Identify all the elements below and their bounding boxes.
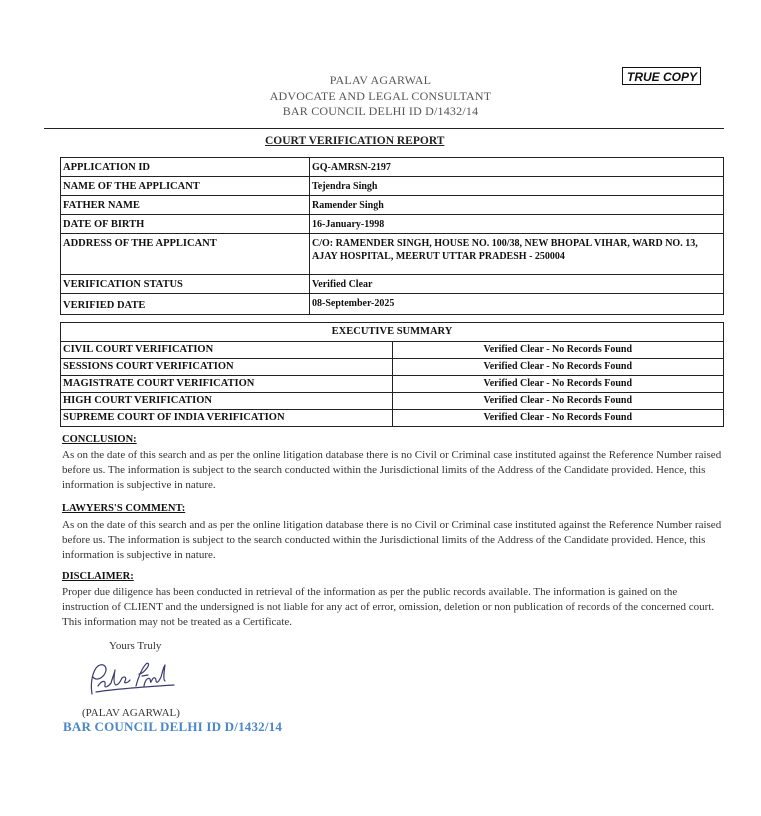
row-label: FATHER NAME xyxy=(61,196,310,215)
row-value: Verified Clear - No Records Found xyxy=(392,359,724,376)
table-row xyxy=(61,196,724,215)
lawyer-comment-text: As on the date of this search and as per the online litigation database there is no Civil or Criminal case instituted against the Reference Number raised before us. The information is subject to the search conducted within the Jurisdictional limits of the Address of the Candidate provided. Hence, this information is subjective in nature. xyxy=(62,519,722,561)
row-value: GQ-AMRSN-2197 xyxy=(310,158,724,177)
row-label: SUPREME COURT OF INDIA VERIFICATION xyxy=(61,410,393,427)
row-value: Verified Clear - No Records Found xyxy=(392,342,724,359)
conclusion-text: As on the date of this search and as per the online litigation database there is no Civil or Criminal case instituted against the Reference Number raised before us. The information is subject to the search conducted within the Jurisdictional limits of the Address of the Candidate provided. Hence, this information is subjective in nature. xyxy=(62,449,722,491)
row-value: Ramender Singh xyxy=(310,196,724,215)
table-row xyxy=(61,393,724,410)
table-row xyxy=(61,215,724,234)
report-title: COURT VERIFICATION REPORT xyxy=(265,135,445,147)
signature-image xyxy=(84,656,184,702)
row-value: Verified Clear xyxy=(310,275,724,294)
table-row xyxy=(61,275,724,294)
row-value: Verified Clear - No Records Found xyxy=(392,393,724,410)
true-copy-stamp: TRUE COPY xyxy=(622,67,701,85)
table-row xyxy=(61,234,724,275)
executive-summary-title: EXECUTIVE SUMMARY xyxy=(61,323,724,342)
row-value: Verified Clear - No Records Found xyxy=(392,376,724,393)
signer-bar-id: BAR COUNCIL DELHI ID D/1432/14 xyxy=(63,719,283,734)
lawyer-comment-heading: LAWYERS'S COMMENT: xyxy=(62,503,186,514)
row-value: Verified Clear - No Records Found xyxy=(392,410,724,427)
advocate-role: ADVOCATE AND LEGAL CONSULTANT xyxy=(269,89,492,103)
closing-text: Yours Truly xyxy=(109,640,162,652)
row-label: MAGISTRATE COURT VERIFICATION xyxy=(61,376,393,393)
advocate-name: PALAV AGARWAL xyxy=(329,73,432,87)
row-label: HIGH COURT VERIFICATION xyxy=(61,393,393,410)
row-label: VERIFICATION STATUS xyxy=(61,275,310,294)
row-label: CIVIL COURT VERIFICATION xyxy=(61,342,393,359)
disclaimer-text: Proper due diligence has been conducted in retrieval of the information as per the public records available. The information is gained on the instruction of CLIENT and the undersigned is not liable for any act of error, omission, deletion or non publication of records of the concerned court. This information may not be treated as a Certificate. xyxy=(62,586,715,628)
header-divider xyxy=(44,128,724,129)
table-row xyxy=(61,359,724,376)
row-label: NAME OF THE APPLICANT xyxy=(61,177,310,196)
row-value: Tejendra Singh xyxy=(310,177,724,196)
row-value: 16-January-1998 xyxy=(310,215,724,234)
advocate-bar-id: BAR COUNCIL DELHI ID D/1432/14 xyxy=(282,104,479,118)
row-label: APPLICATION ID xyxy=(61,158,310,177)
table-row xyxy=(61,342,724,359)
row-value: 08-September-2025 xyxy=(310,294,724,315)
disclaimer-heading: DISCLAIMER: xyxy=(62,571,134,582)
signer-name: (PALAV AGARWAL) xyxy=(82,707,180,719)
summary-header-row xyxy=(61,323,724,342)
table-row xyxy=(61,294,724,315)
table-row xyxy=(61,410,724,427)
table-row xyxy=(61,177,724,196)
row-label: VERIFIED DATE xyxy=(61,294,310,315)
table-row xyxy=(61,376,724,393)
row-label: DATE OF BIRTH xyxy=(61,215,310,234)
executive-summary-table xyxy=(60,322,724,427)
conclusion-heading: CONCLUSION: xyxy=(62,434,137,445)
row-label: ADDRESS OF THE APPLICANT xyxy=(61,234,310,275)
row-label: SESSIONS COURT VERIFICATION xyxy=(61,359,393,376)
row-value: C/O: RAMENDER SINGH, HOUSE NO. 100/38, NEW BHOPAL VIHAR, WARD NO. 13, AJAY HOSPITAL, MEERUT UTTAR PRADESH - 250004 xyxy=(310,234,724,275)
table-row xyxy=(61,158,724,177)
report-details-table xyxy=(60,157,724,315)
